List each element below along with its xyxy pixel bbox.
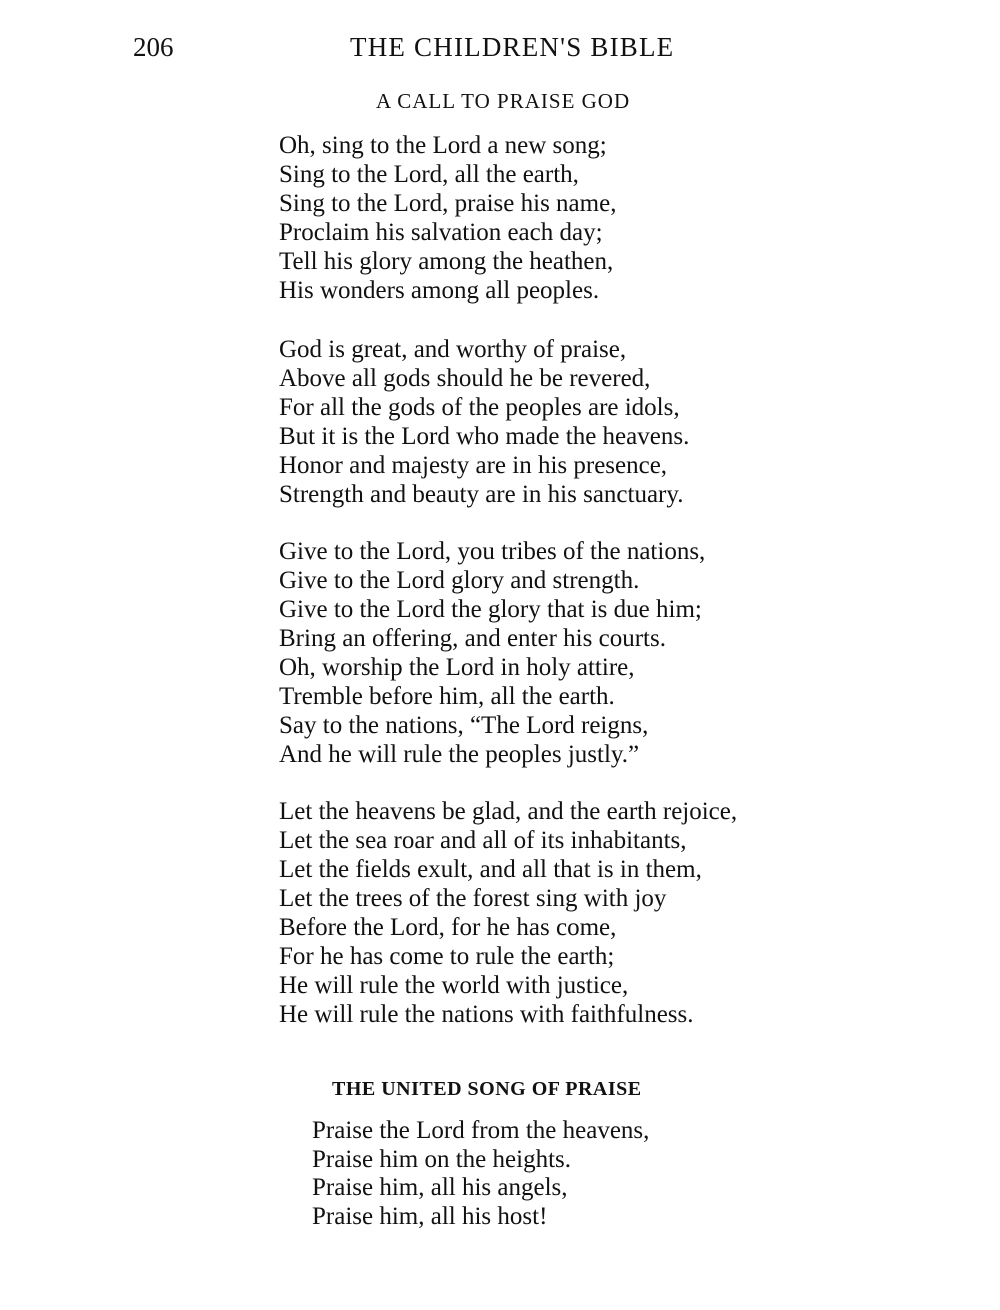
poem-line: Let the heavens be glad, and the earth rejoice,	[279, 798, 738, 825]
poem-line: Praise him, all his angels,	[312, 1174, 568, 1201]
poem-line: Oh, sing to the Lord a new song;	[279, 132, 607, 159]
poem-line: Let the sea roar and all of its inhabitants,	[279, 827, 687, 854]
poem-line: Let the trees of the forest sing with joy	[279, 885, 667, 912]
poem-line: Proclaim his salvation each day;	[279, 219, 603, 246]
poem-line: Honor and majesty are in his presence,	[279, 452, 668, 479]
poem-line: Tremble before him, all the earth.	[279, 683, 615, 710]
section-title: THE UNITED SONG OF PRAISE	[332, 1078, 642, 1100]
poem-line: Give to the Lord, you tribes of the nations,	[279, 538, 706, 565]
poem-line: Bring an offering, and enter his courts.	[279, 625, 666, 652]
poem-line: But it is the Lord who made the heavens.	[279, 423, 690, 450]
poem-line: Praise the Lord from the heavens,	[312, 1117, 650, 1144]
poem-line: Sing to the Lord, praise his name,	[279, 190, 617, 217]
stanza	[279, 797, 737, 1029]
poem-line: Oh, worship the Lord in holy attire,	[279, 654, 635, 681]
poem-line: Say to the nations, “The Lord reigns,	[279, 712, 649, 739]
stanza	[279, 131, 616, 305]
poem-line: For all the gods of the peoples are idols,	[279, 394, 680, 421]
poem-line: He will rule the nations with faithfulness.	[279, 1001, 694, 1028]
poem-line: Sing to the Lord, all the earth,	[279, 161, 579, 188]
poem-line: Give to the Lord the glory that is due him;	[279, 596, 702, 623]
poem-line: For he has come to rule the earth;	[279, 943, 615, 970]
poem-line: He will rule the world with justice,	[279, 972, 629, 999]
stanza	[279, 537, 705, 769]
poem-line: God is great, and worthy of praise,	[279, 336, 627, 363]
poem-line: His wonders among all peoples.	[279, 277, 600, 304]
poem-line: Tell his glory among the heathen,	[279, 248, 614, 275]
poem-line: Give to the Lord glory and strength.	[279, 567, 640, 594]
poem-line: Strength and beauty are in his sanctuary.	[279, 481, 684, 508]
poem-line: And he will rule the peoples justly.”	[279, 741, 640, 768]
poem-line: Praise him, all his host!	[312, 1202, 548, 1230]
poem-line: Praise him on the heights.	[312, 1145, 571, 1173]
stanza	[279, 335, 689, 509]
running-title: THE CHILDREN'S BIBLE	[350, 32, 675, 62]
poem-line: Let the fields exult, and all that is in them,	[279, 856, 702, 883]
section-title: A CALL TO PRAISE GOD	[376, 89, 631, 113]
poem-line: Before the Lord, for he has come,	[279, 914, 617, 941]
page-number: 206	[133, 32, 174, 62]
poem-line: Above all gods should he be revered,	[279, 365, 651, 392]
stanza	[312, 1117, 649, 1231]
